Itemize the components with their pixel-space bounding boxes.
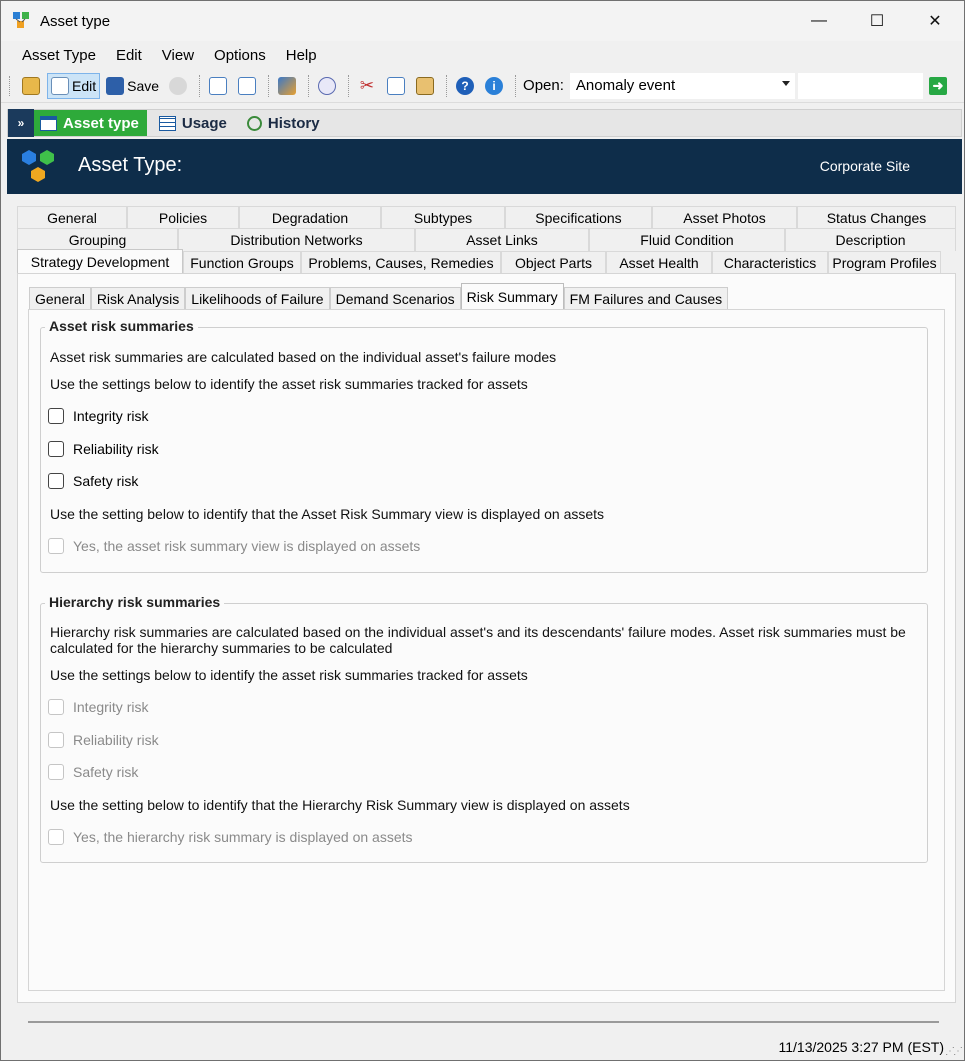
checkbox-label: Reliability risk — [73, 441, 159, 457]
help-icon: ? — [456, 77, 474, 95]
site-label: Corporate Site — [819, 158, 910, 174]
save-icon — [106, 77, 124, 95]
help-button[interactable] — [452, 73, 478, 99]
hierarchy-risk-description-line2: calculated for the hierarchy summaries to be calculated — [50, 640, 393, 656]
save-label: Save — [127, 77, 160, 94]
hierarchy-risk-description-line1: Hierarchy risk summaries are calculated based on the individual asset's and its descendants' failure modes. Asset risk summaries must be — [50, 624, 906, 640]
status-datetime: 11/13/2025 3:27 PM (EST) — [778, 1039, 944, 1055]
asset-risk-description: Asset risk summaries are calculated based on the individual asset's failure modes — [50, 349, 557, 365]
open-label: Open: — [523, 77, 564, 94]
toolbar-separator — [348, 75, 349, 97]
hierarchy-view-text: Use the setting below to identify that the Hierarchy Risk Summary view is displayed on assets — [50, 797, 630, 813]
link-button[interactable] — [314, 73, 340, 99]
tab-asset-photos[interactable]: Asset Photos — [652, 206, 797, 229]
save-button[interactable] — [103, 73, 162, 99]
checkbox-label: Reliability risk — [73, 732, 159, 748]
minimize-button[interactable]: — — [811, 12, 827, 29]
menu-edit[interactable]: Edit — [115, 46, 142, 64]
nav-strip — [7, 109, 962, 137]
checkbox-label: Integrity risk — [73, 408, 149, 424]
asset-risk-group-title: Asset risk summaries — [45, 318, 198, 334]
nav-tab-label: History — [267, 114, 320, 132]
checkbox-box[interactable] — [48, 699, 64, 715]
cut-button[interactable] — [354, 73, 380, 99]
resize-grip-icon[interactable]: ⋰⋰ — [945, 1046, 961, 1057]
tab-asset-links[interactable]: Asset Links — [415, 228, 589, 251]
menu-bar — [1, 41, 964, 69]
tab-characteristics[interactable]: Characteristics — [712, 251, 828, 274]
app-cubes-icon — [11, 10, 33, 32]
subtab-demand-scenarios[interactable]: Demand Scenarios — [330, 287, 461, 310]
hierarchy-risk-group-title: Hierarchy risk summaries — [45, 594, 224, 610]
checkbox-label: Yes, the hierarchy risk summary is displayed on assets — [73, 829, 413, 845]
open-search-input[interactable] — [798, 73, 923, 99]
checkbox-box[interactable] — [48, 732, 64, 748]
copy-icon — [387, 77, 405, 95]
scissors-icon: ✂ — [359, 75, 375, 95]
tab-row-3 — [17, 251, 941, 274]
subtab-likelihoods-of-failure[interactable]: Likelihoods of Failure — [185, 287, 329, 310]
checkbox-label: Safety risk — [73, 473, 139, 489]
checkbox-box[interactable] — [48, 473, 64, 489]
nav-tab-usage[interactable] — [153, 110, 235, 136]
dropdown-arrow-icon[interactable] — [782, 81, 790, 86]
toolbar-separator — [308, 75, 309, 97]
toolbar-separator — [446, 75, 447, 97]
link-icon — [318, 77, 336, 95]
subtab-fm-failures-and-causes[interactable]: FM Failures and Causes — [564, 287, 729, 310]
refresh-icon — [169, 77, 187, 95]
checkbox-label: Integrity risk — [73, 699, 149, 715]
paste-button[interactable] — [412, 73, 438, 99]
tab-object-parts[interactable]: Object Parts — [501, 251, 606, 274]
hierarchy-safety-risk-checkbox[interactable] — [48, 764, 138, 780]
menu-asset-type[interactable]: Asset Type — [22, 46, 96, 64]
asset-reliability-risk-checkbox[interactable] — [48, 441, 159, 457]
tab-row-2 — [17, 228, 956, 251]
edit-button[interactable] — [47, 73, 100, 99]
asset-integrity-risk-checkbox[interactable] — [48, 408, 148, 424]
nav-tab-asset-type[interactable] — [34, 110, 147, 136]
copy-document-icon — [238, 77, 256, 95]
refresh-button[interactable] — [165, 73, 191, 99]
menu-view[interactable]: View — [161, 46, 195, 64]
collapse-button[interactable]: » — [8, 109, 34, 137]
tab-distribution-networks[interactable]: Distribution Networks — [178, 228, 415, 251]
toolbar-separator — [268, 75, 269, 97]
asset-risk-group — [40, 318, 928, 573]
window-title: Asset type — [40, 12, 111, 30]
tab-description[interactable]: Description — [785, 228, 956, 251]
status-bar — [1, 1011, 964, 1060]
nav-tab-history[interactable] — [241, 110, 328, 136]
tab-fluid-condition[interactable]: Fluid Condition — [589, 228, 785, 251]
grid-icon — [159, 116, 176, 131]
checkbox-label: Yes, the asset risk summary view is displayed on assets — [73, 538, 421, 554]
asset-safety-risk-checkbox[interactable] — [48, 473, 138, 489]
toolbar-grip — [9, 76, 12, 96]
tab-subtypes[interactable]: Subtypes — [381, 206, 505, 229]
edit-label: Edit — [72, 77, 97, 94]
tab-policies[interactable]: Policies — [127, 206, 239, 229]
open-combo[interactable] — [570, 73, 795, 99]
tab-program-profiles[interactable]: Program Profiles — [828, 251, 941, 274]
tab-specifications[interactable]: Specifications — [505, 206, 652, 229]
subtab-general[interactable]: General — [29, 287, 91, 310]
tab-function-groups[interactable]: Function Groups — [183, 251, 301, 274]
edit-icon — [51, 77, 69, 95]
info-button[interactable] — [481, 73, 507, 99]
folder-icon — [22, 77, 40, 95]
tab-grouping[interactable]: Grouping — [17, 228, 178, 251]
nav-tab-label: Usage — [181, 114, 227, 132]
clipboard-icon — [416, 77, 434, 95]
close-button[interactable]: ✕ — [928, 13, 942, 30]
hierarchy-integrity-risk-checkbox[interactable] — [48, 699, 148, 715]
subtab-risk-analysis[interactable]: Risk Analysis — [91, 287, 185, 310]
asset-type-cubes-icon — [21, 148, 61, 188]
maximize-button[interactable]: ☐ — [869, 13, 885, 30]
open-folder-button[interactable] — [18, 73, 44, 99]
checkbox-box[interactable] — [48, 408, 64, 424]
toolbar-separator — [515, 75, 516, 97]
window-icon — [40, 116, 57, 131]
tab-row-1 — [17, 206, 956, 229]
checkbox-box[interactable] — [48, 829, 64, 845]
tab-status-changes[interactable]: Status Changes — [797, 206, 956, 229]
hierarchy-view-displayed-checkbox[interactable] — [48, 829, 413, 845]
record-header — [7, 139, 962, 194]
new-document-icon — [209, 77, 227, 95]
wizard-icon — [278, 77, 296, 95]
progress-bar — [28, 1021, 939, 1023]
go-arrow-icon[interactable]: ➜ — [929, 77, 947, 95]
subtab-row — [29, 285, 728, 310]
open-combo-value: Anomaly event — [575, 77, 676, 94]
history-clock-icon — [247, 116, 262, 131]
tab-problems-causes-remedies[interactable]: Problems, Causes, Remedies — [301, 251, 501, 274]
checkbox-label: Safety risk — [73, 764, 139, 780]
toolbar-separator — [199, 75, 200, 97]
hierarchy-reliability-risk-checkbox[interactable] — [48, 732, 159, 748]
nav-tab-label: Asset type — [63, 114, 139, 132]
asset-view-displayed-checkbox[interactable] — [48, 538, 420, 554]
new-button[interactable] — [205, 73, 231, 99]
checkbox-box[interactable] — [48, 764, 64, 780]
tab-asset-health[interactable]: Asset Health — [606, 251, 712, 274]
copy-button[interactable] — [383, 73, 409, 99]
checkbox-box[interactable] — [48, 441, 64, 457]
menu-help[interactable]: Help — [285, 46, 317, 64]
record-title: Asset Type: — [78, 154, 183, 176]
tab-degradation[interactable]: Degradation — [239, 206, 381, 229]
toolbar — [1, 69, 964, 103]
checkbox-box[interactable] — [48, 538, 64, 554]
menu-options[interactable]: Options — [214, 46, 266, 64]
hierarchy-risk-settings-text: Use the settings below to identify the asset risk summaries tracked for assets — [50, 667, 528, 683]
hierarchy-risk-group — [40, 594, 928, 863]
copy-record-button[interactable] — [234, 73, 260, 99]
subtab-risk-summary[interactable]: Risk Summary — [461, 283, 564, 310]
asset-risk-settings-text: Use the settings below to identify the asset risk summaries tracked for assets — [50, 376, 528, 392]
wizard-button[interactable] — [274, 73, 300, 99]
title-bar — [1, 1, 964, 41]
tab-strategy-development[interactable]: Strategy Development — [17, 249, 183, 274]
tab-general[interactable]: General — [17, 206, 127, 229]
asset-view-text: Use the setting below to identify that the Asset Risk Summary view is displayed on assets — [50, 506, 605, 522]
info-icon: i — [485, 77, 503, 95]
